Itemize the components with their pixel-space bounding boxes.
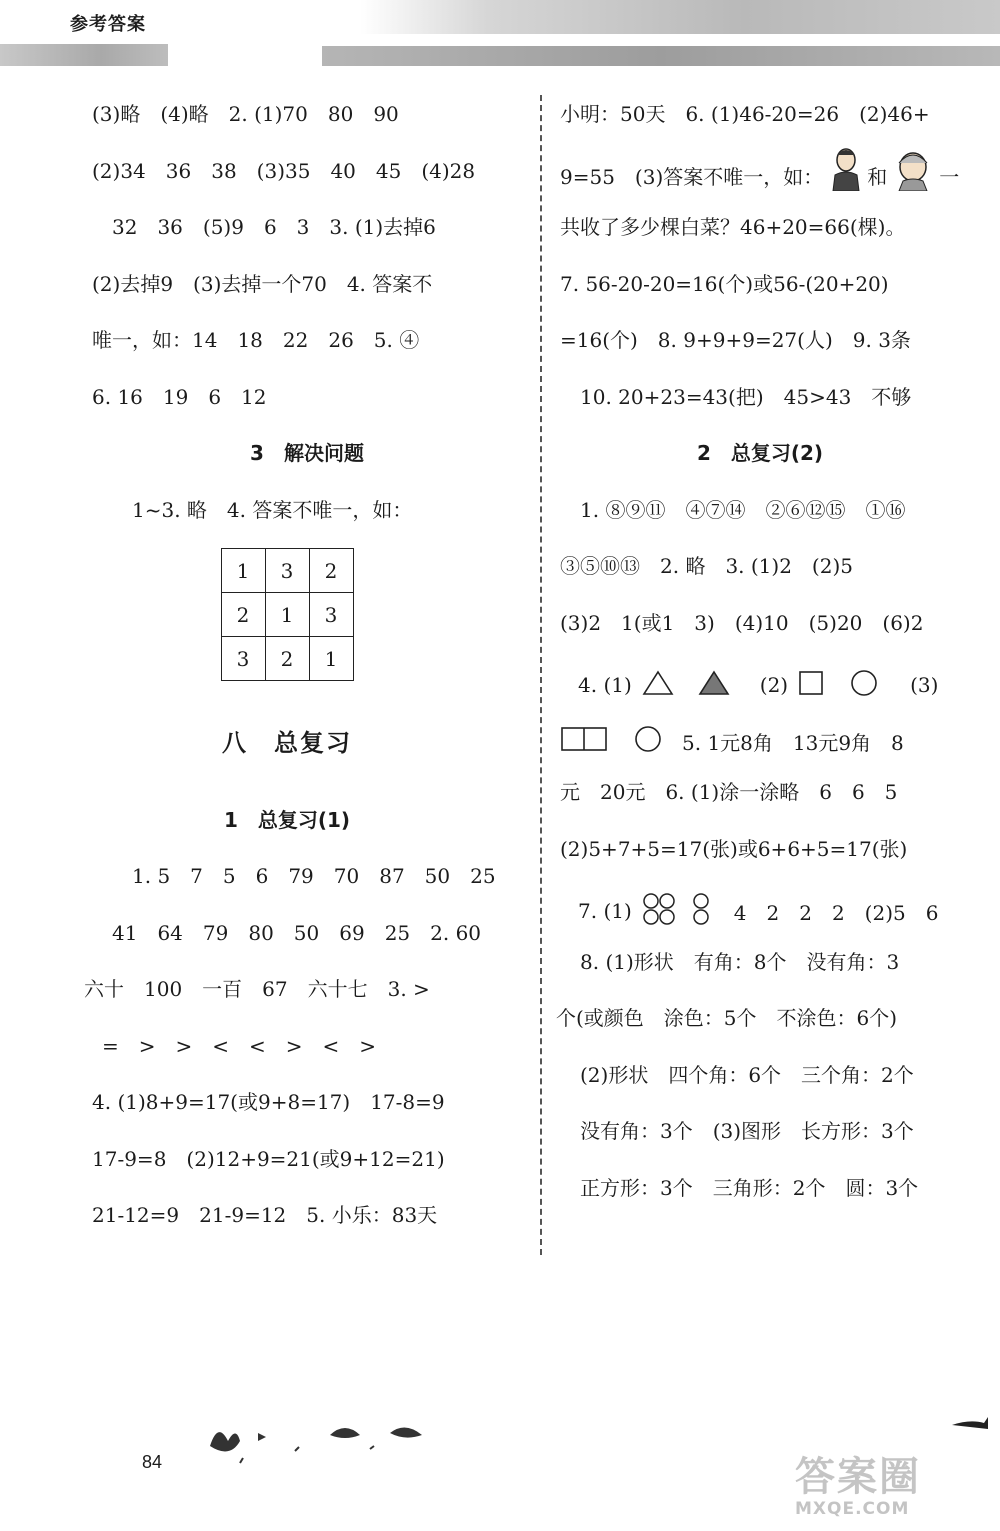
answer-line: (2)5+7+5=17(张)或6+6+5=17(张) xyxy=(560,836,908,861)
yi-text: 一 xyxy=(939,164,960,189)
column-divider xyxy=(540,95,542,1255)
grid-cell: 1 xyxy=(309,637,353,681)
grid-cell: 1 xyxy=(221,549,265,593)
grid-cell: 2 xyxy=(265,637,309,681)
grid-cell: 2 xyxy=(309,549,353,593)
answer-text: 7. (1) xyxy=(578,899,632,924)
woman-figure-icon xyxy=(891,147,935,206)
header-decoration xyxy=(360,0,1000,34)
grid-cell: 3 xyxy=(309,593,353,637)
magic-grid-wrap xyxy=(72,548,502,681)
answer-line: 21-12=9 21-9=12 5. 小乐：83天 xyxy=(92,1203,438,1227)
page-number: 84 xyxy=(142,1452,163,1472)
rectangle-split-icon xyxy=(560,726,608,757)
answer-text: 9=55 (3)答案不唯一，如： xyxy=(560,164,824,189)
right-column xyxy=(556,92,980,1222)
watermark-logo: 答案圈 xyxy=(795,1454,921,1500)
answer-line: (2)形状 四个角：6个 三个角：2个 xyxy=(560,1062,914,1087)
answer-line: 7. 56-20-20=16(个)或56-(20+20) xyxy=(560,271,889,296)
answer-line: (3)2 1(或1 3) (4)10 (5)20 (6)2 xyxy=(560,610,924,635)
answer-line-with-figures xyxy=(560,149,980,206)
answer-line: = > > < < > < > xyxy=(102,1033,377,1058)
square-outline-icon xyxy=(798,670,824,701)
chapter-heading: 八 总复习 xyxy=(222,729,352,757)
watermark xyxy=(795,1455,995,1531)
triangle-outline-icon xyxy=(642,670,674,701)
answer-line: 个(或颜色 涂色：5个 不涂色：6个) xyxy=(556,1006,898,1030)
answer-line: 32 36 (5)9 6 3 3. (1)去掉6 xyxy=(92,215,436,239)
page-header xyxy=(0,0,1000,70)
answer-line: 41 64 79 80 50 69 25 2. 60 xyxy=(92,920,482,945)
header-title: 参考答案 xyxy=(70,14,146,35)
circles-answer-row xyxy=(560,883,980,940)
circle-outline-icon xyxy=(850,669,878,702)
section-heading: 1 总复习(1) xyxy=(223,807,351,832)
shape-answer-row xyxy=(560,657,980,714)
answer-line: 六十 100 一百 67 六十七 3. > xyxy=(84,977,430,1001)
answer-line: 8. (1)形状 有角：8个 没有角：3 xyxy=(560,949,900,974)
triangle-filled-icon xyxy=(698,670,730,701)
answer-line: (2)34 36 38 (3)35 40 45 (4)28 xyxy=(92,158,476,183)
answer-line: 没有角：3个 (3)图形 长方形：3个 xyxy=(560,1119,914,1143)
section-heading: 2 总复习(2) xyxy=(696,441,824,465)
answer-line: 4. (1)8+9=17(或9+8=17) 17-8=9 xyxy=(92,1090,445,1114)
header-band-left xyxy=(0,44,168,66)
answer-line: 小明：50天 6. (1)46-20=26 (2)46+ xyxy=(560,102,930,126)
answer-line: 1. 5 7 5 6 79 70 87 50 25 xyxy=(92,864,496,888)
answer-text: 5. 1元8角 13元9角 8 xyxy=(682,731,904,756)
four-circles-icon xyxy=(642,892,676,931)
answer-line: 唯一，如：14 18 22 26 5. ④ xyxy=(92,328,420,352)
grid-cell: 3 xyxy=(265,549,309,593)
two-circles-icon xyxy=(692,892,710,931)
and-text: 和 xyxy=(867,164,888,189)
answer-line: =16(个) 8. 9+9+9=27(人) 9. 3条 xyxy=(560,328,911,352)
answer-line: ③⑤⑩⑬ 2. 略 3. (1)2 (2)5 xyxy=(560,554,853,578)
answer-text: 4 2 2 2 (2)5 6 xyxy=(733,900,939,925)
number-grid xyxy=(221,548,354,681)
left-column xyxy=(84,92,522,1250)
answer-line: 6. 16 19 6 12 xyxy=(92,384,267,409)
man-figure-icon xyxy=(829,147,863,206)
answer-line: 正方形：3个 三角形：2个 圆：3个 xyxy=(560,1175,919,1200)
answer-line: 元 20元 6. (1)涂一涂略 6 6 5 xyxy=(560,780,898,804)
grid-cell: 3 xyxy=(221,637,265,681)
answer-line: 1. ⑧⑨⑪ ④⑦⑭ ②⑥⑫⑮ ①⑯ xyxy=(560,497,906,522)
answer-text: (2) xyxy=(759,673,789,698)
answer-text: 4. (1) xyxy=(578,673,632,698)
grid-cell: 1 xyxy=(265,593,309,637)
arrow-decoration-icon xyxy=(950,1413,990,1433)
watermark-url: MXQE.COM xyxy=(795,1499,910,1519)
answer-line: (2)去掉9 (3)去掉一个70 4. 答案不 xyxy=(92,271,433,296)
grid-cell: 2 xyxy=(221,593,265,637)
answer-line: 1~3. 略 4. 答案不唯一，如： xyxy=(132,497,413,522)
bird-decoration-icon xyxy=(200,1411,440,1471)
answer-line: 共收了多少棵白菜？46+20=66(棵)。 xyxy=(560,215,906,239)
shape-answer-row xyxy=(560,714,980,771)
header-band-right xyxy=(322,46,1000,66)
answer-line: 10. 20+23=43(把) 45>43 不够 xyxy=(560,384,912,409)
circle-outline-icon xyxy=(634,725,662,758)
section-heading: 3 解决问题 xyxy=(250,441,364,465)
answer-line: 17-9=8 (2)12+9=21(或9+12=21) xyxy=(92,1146,445,1171)
answer-line: (3)略 (4)略 2. (1)70 80 90 xyxy=(92,102,399,126)
answer-text: (3) xyxy=(910,673,939,698)
